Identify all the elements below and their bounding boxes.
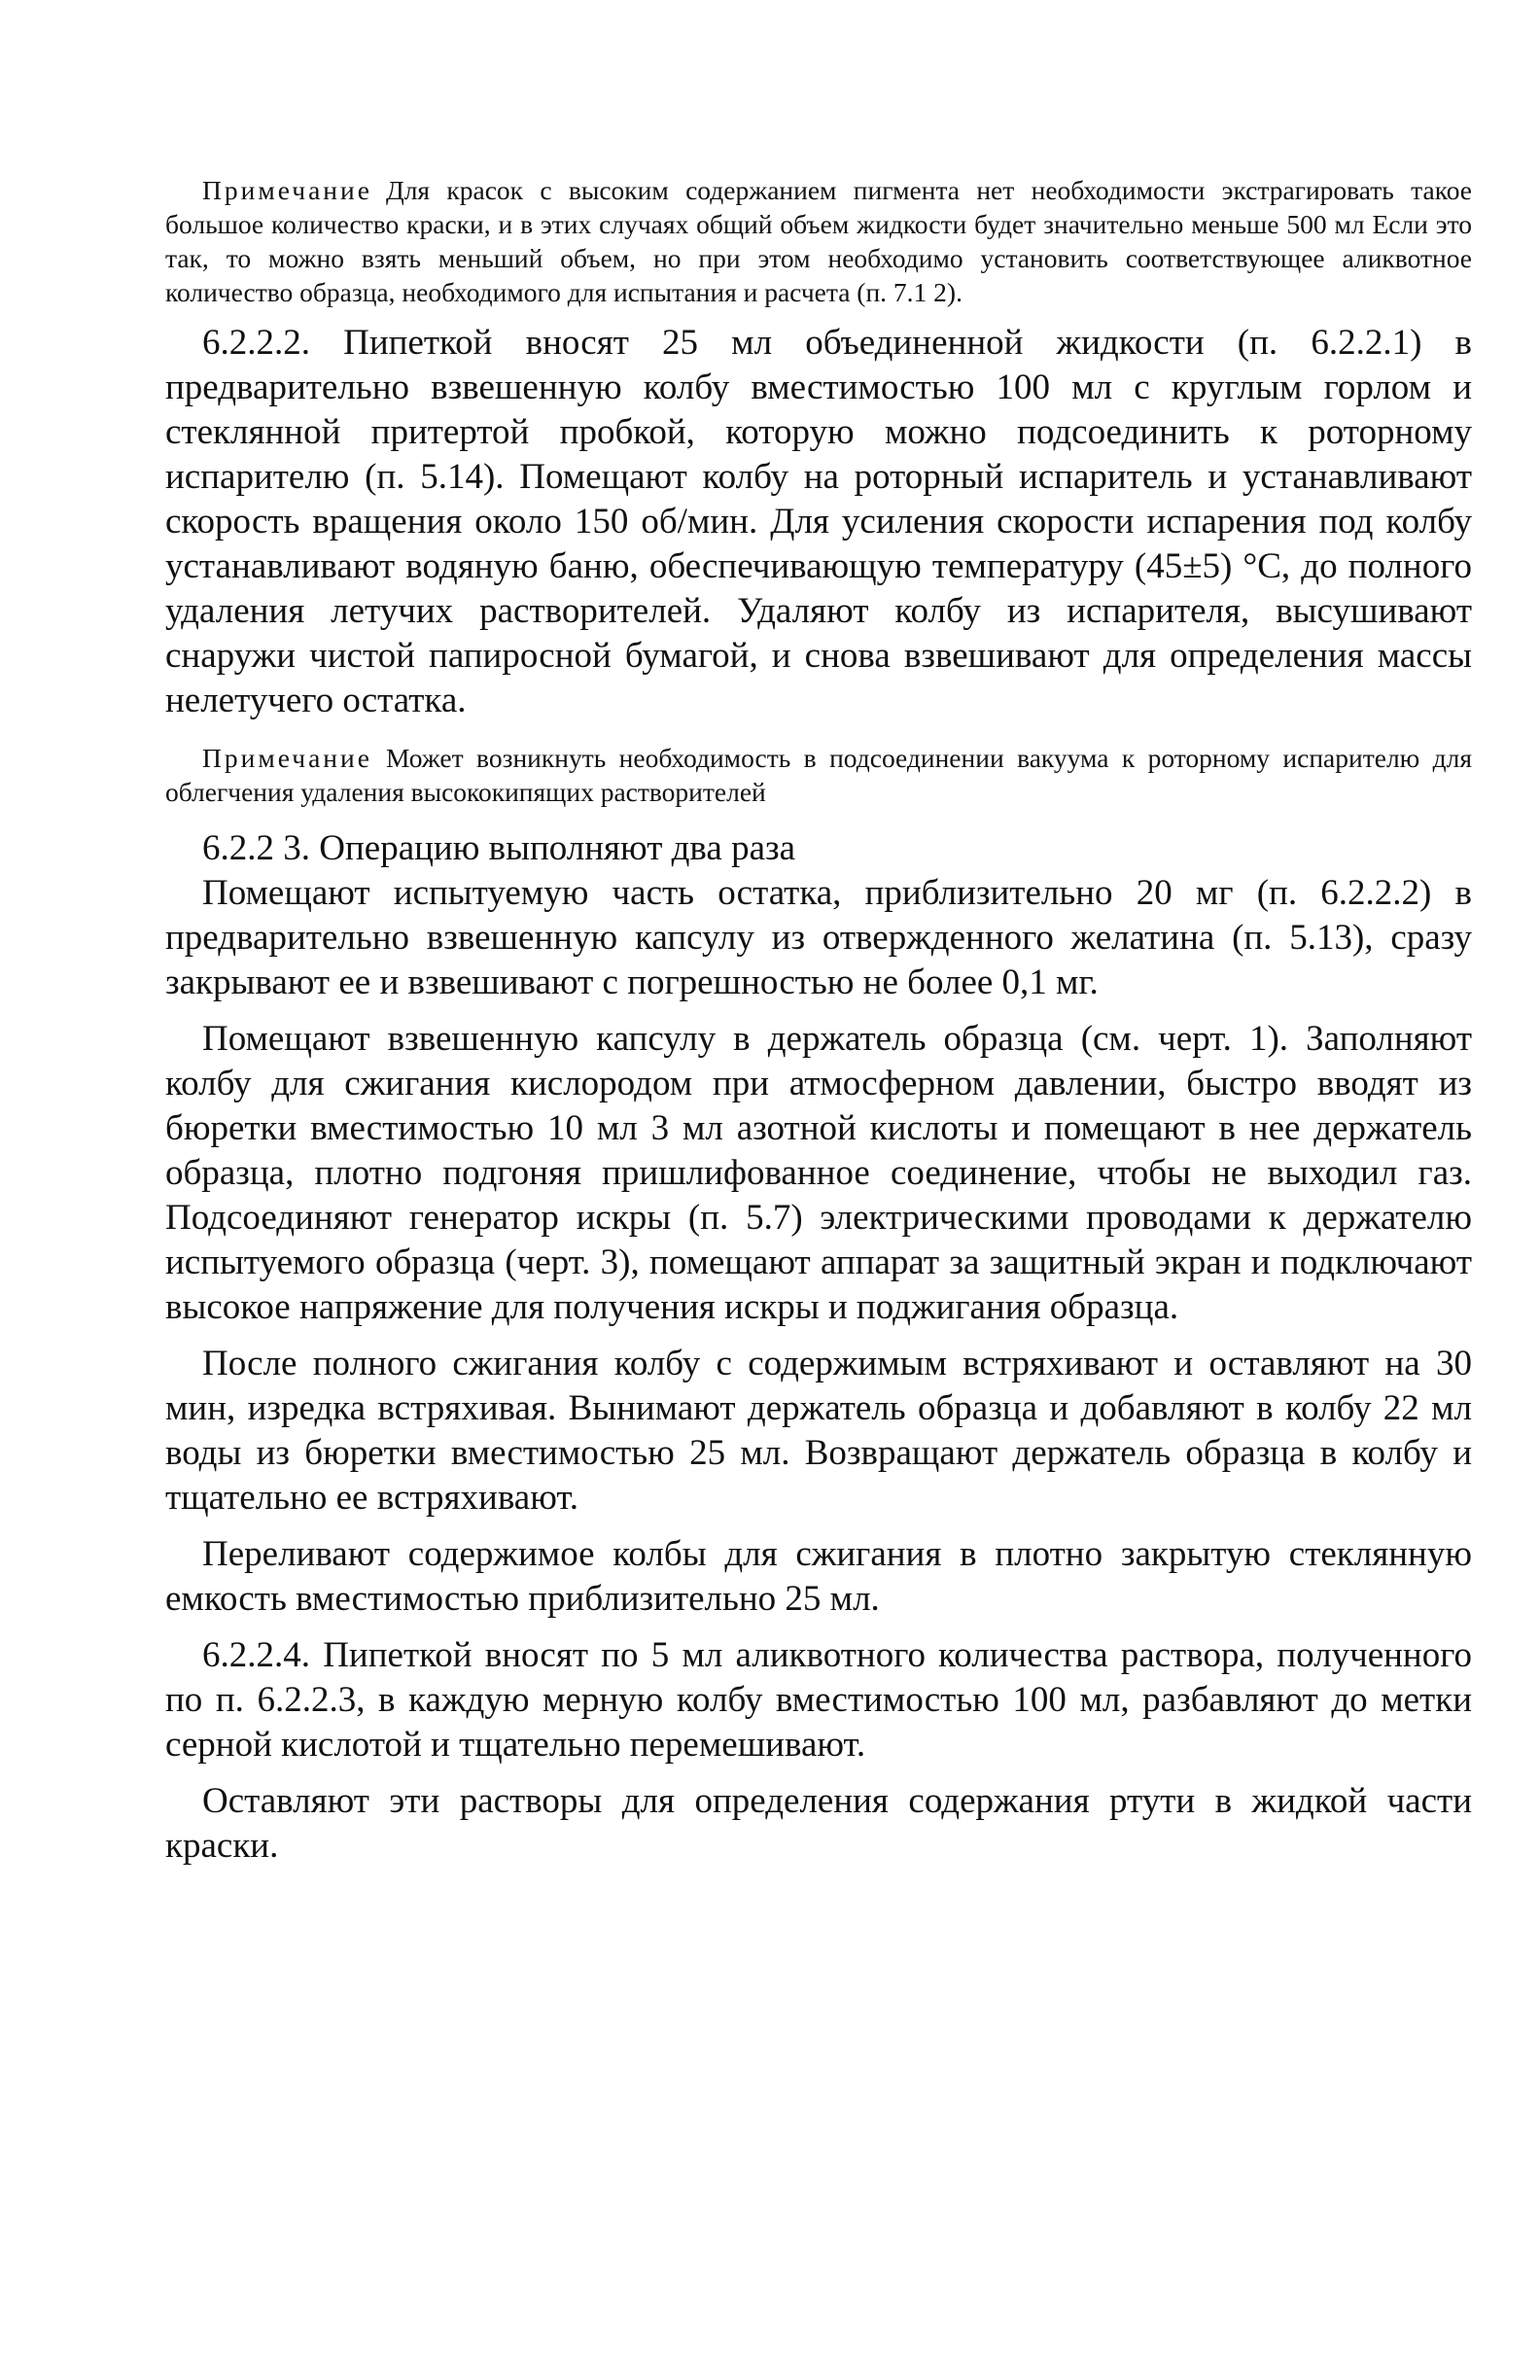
note-2-text: Может возникнуть необходимость в подсоединении вакуума к роторному испарителю для облегчения удаления высококипящих растворителей [165,743,1472,807]
paragraph-6-2-2-3-c: После полного сжигания колбу с содержимым встряхивают и оставляют на 30 мин, изредка встряхивая. Вынимают держатель образца и добавляют в колбу 22 мл воды из бюретки вместимостью 25 мл. Возвращают держатель образца в колбу и тщательно ее встряхивают. [165,1344,1472,1518]
paragraph-6-2-2-2: 6.2.2.2. Пипеткой вносят 25 мл объединенной жидкости (п. 6.2.2.1) в предварительно взвешенную колбу вместимостью 100 мл с круглым горлом и стеклянной притертой пробкой, которую можно подсоединить к роторному испарителю (п. 5.14). Помещают колбу на роторный испаритель и устанавливают скорость вращения около 150 об/мин. Для усиления скорости испарения под колбу устанавливают водяную баню, обеспечивающую температуру (45±5) °С, до полного удаления летучих растворителей. Удаляют колбу из испарителя, высушивают снаружи чистой папиросной бумагой, и снова взвешивают для определения массы нелетучего остатка. [165,323,1472,720]
paragraph-6-2-2-3-heading: 6.2.2 3. Операцию выполняют два раза [202,828,796,868]
paragraph-6-2-2-3-b: Помещают взвешенную капсулу в держатель образца (см. черт. 1). Заполняют колбу для сжигания кислородом при атмосферном давлении, быстро вводят из бюретки вместимостью 10 мл 3 мл азотной кислоты и помещают в нее держатель образца, плотно подгоняя пришлифованное соединение, чтобы не выходил газ. Подсоединяют генератор искры (п. 5.7) электрическими проводами к держателю испытуемого образца (черт. 3), помещают аппарат за защитный экран и подключают высокое напряжение для получения искры и поджигания образца. [165,1019,1472,1327]
note-2 [165,741,1472,809]
paragraph-6-2-2-3-d: Переливают содержимое колбы для сжигания в плотно закрытую стеклянную емкость вместимостью приблизительно 25 мл. [165,1534,1472,1619]
paragraph-6-2-2-3-a: Помещают испытуемую часть остатка, приблизительно 20 мг (п. 6.2.2.2) в предварительно взвешенную капсулу из отвержденного желатина (п. 5.13), сразу закрывают ее и взвешивают с погрешностью не более 0,1 мг. [165,873,1472,1002]
note-2-label: Примечание [202,743,372,773]
note-1 [165,173,1472,309]
paragraph-6-2-2-4-b: Оставляют эти растворы для определения содержания ртути в жидкой части краски. [165,1781,1472,1866]
paragraph-6-2-2-4: 6.2.2.4. Пипеткой вносят по 5 мл аликвотного количества раствора, полученного по п. 6.2.2.3, в каждую мерную колбу вместимостью 100 мл, разбавляют до метки серной кислотой и тщательно перемешивают. [165,1635,1472,1765]
document-page [165,173,1472,1869]
note-1-text: Для красок с высоким содержанием пигмента нет необходимости экстрагировать такое большое количество краски, и в этих случаях общий объем жидкости будет значительно меньше 500 мл Если это так, то можно взять меньший объем, но при этом необходимо установить соответствующее аликвотное количество образца, необходимого для испытания и расчета (п. 7.1 2). [165,175,1472,307]
note-1-label: Примечание [202,175,372,205]
